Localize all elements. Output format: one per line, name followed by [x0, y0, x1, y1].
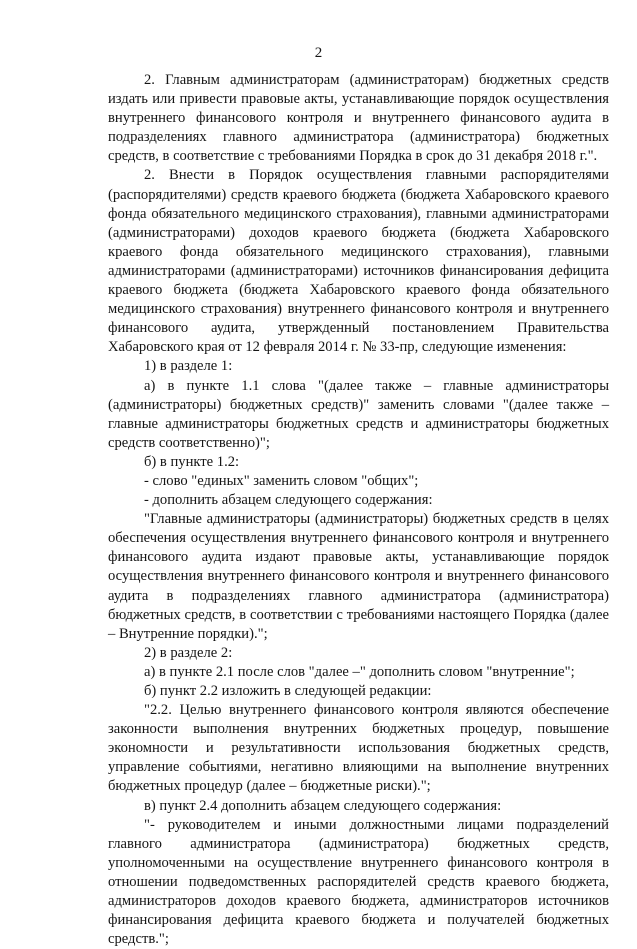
paragraph-item-2-deadline: 2. Главным администраторам (администраторам) бюджетных средств издать или привести правовые акты, устанавливающие порядок осуществления внутреннего финансового контроля и внутреннего финансового аудита в подразделениях главного администратора (администратора) бюджетных средств, в соответствие с требованиями Порядка в срок до 31 декабря 2018 г.". [108, 72, 609, 165]
paragraph-add-clause: - дополнить абзацем следующего содержания: [144, 492, 433, 509]
paragraph-section-2: 2) в разделе 2: [144, 644, 233, 661]
paragraph-point-2-2: б) пункт 2.2 изложить в следующей редакции: [144, 683, 432, 699]
paragraph-point-1-2: б) в пункте 1.2: [144, 453, 240, 470]
document-body [108, 71, 609, 949]
paragraph-section-1: 1) в разделе 1: [144, 358, 233, 375]
paragraph-point-2-2-text: "2.2. Целью внутреннего финансового контроля являются обеспечение законности выполнения внутренних бюджетных процедур, повышение экономности и результативности использования бюджетных средств, управление событиями, негативно влияющими на выполнение внутренних бюджетных процедур (далее – бюджетные риски)."; [108, 702, 609, 795]
paragraph-point-2-1: а) в пункте 2.1 после слов "далее –" дополнить словом "внутренние"; [144, 663, 575, 680]
paragraph-replace-word: - слово "единых" заменить словом "общих"; [144, 472, 419, 489]
paragraph-new-clause-text: "Главные администраторы (администраторы) бюджетных средств в целях обеспечения осуществления внутреннего финансового контроля и внутреннего финансового аудита издают правовые акты, устанавливающие порядок осуществления внутреннего финансового контроля и внутреннего финансового аудита в подразделениях главного администратора (администратора) бюджетных средств, в соответствии с требованиями настоящего Порядка (далее – Внутренние порядки)."; [108, 511, 609, 642]
paragraph-point-2-4-text: "- руководителем и иными должностными лицами подразделений главного администратора (администратора) бюджетных средств, уполномоченными на осуществление внутреннего финансового контроля в отношении подведомственных распорядителей средств краевого бюджета, администраторов доходов краевого бюджета, администраторов источников финансирования дефицита краевого бюджета и получателей бюджетных средств."; [108, 816, 609, 948]
paragraph-point-1-1: а) в пункте 1.1 слова "(далее также – главные администраторы (администраторы) бюджетных средств)" заменить словами "(далее также – главные администраторы бюджетных средств и администраторы бюджетных средств соответственно)"; [108, 377, 609, 451]
page-number: 2 [314, 45, 323, 61]
paragraph-point-2-4: в) пункт 2.4 дополнить абзацем следующего содержания: [144, 797, 502, 814]
paragraph-item-2-amendments: 2. Внести в Порядок осуществления главными распорядителями (распорядителями) средств краевого бюджета (бюджета Хабаровского краевого фонда обязательного медицинского страхования), главными администраторами (администраторами) доходов краевого бюджета (бюджета Хабаровского краевого фонда обязательного медицинского страхования), главными администраторами (администраторами) источников финансирования дефицита краевого бюджета (бюджета Хабаровского краевого фонда обязательного медицинского страхования) внутреннего финансового контроля и внутреннего финансового аудита, утвержденный постановлением Правительства Хабаровского края от 12 февраля 2014 г. № 33-пр, следующие изменения: [108, 167, 609, 356]
